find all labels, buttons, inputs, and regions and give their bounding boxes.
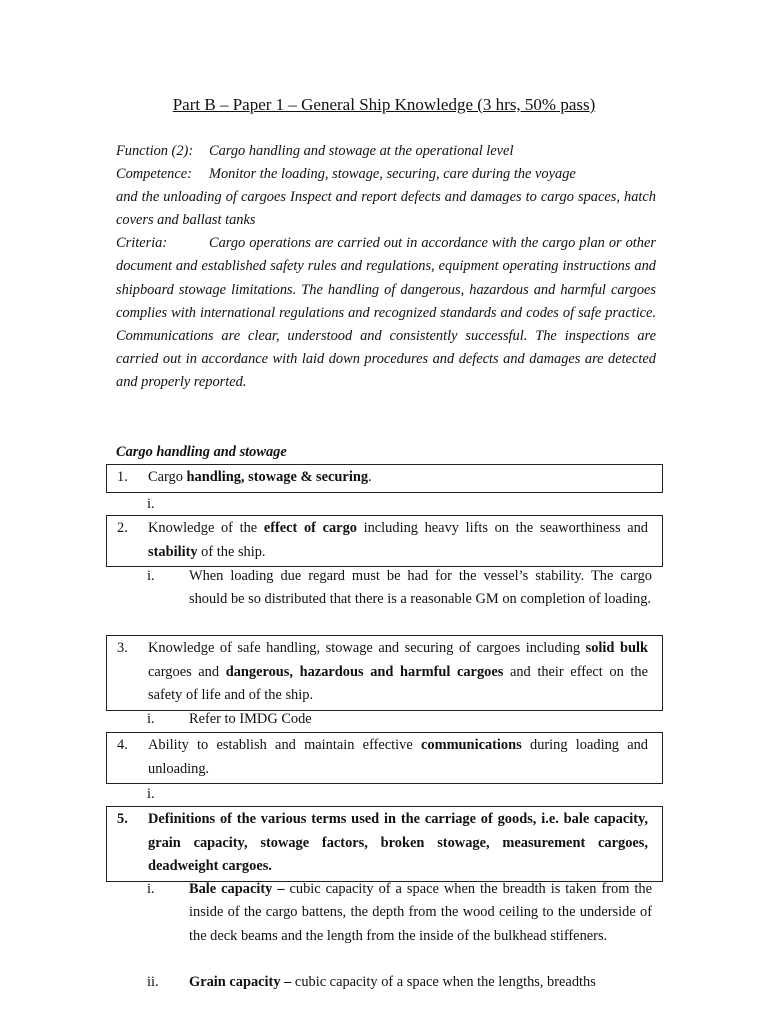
list-item-5 (106, 806, 663, 882)
item-number: 2. (117, 520, 128, 536)
sub-text: Grain capacity – cubic capacity of a space when the lengths, breadths (189, 974, 596, 990)
item-text: Cargo handling, stowage & securing. (148, 469, 372, 485)
sub-numeral: ii. (147, 974, 159, 990)
sub-numeral: i. (147, 881, 155, 897)
sub-item (147, 708, 652, 731)
sub-item (147, 878, 652, 948)
sub-text: When loading due regard must be had for the vessel’s stability. The cargo should be so distributed that there is a reasonable GM on completion of loading. (189, 568, 652, 608)
sub-numeral: i. (147, 711, 155, 727)
sub-numeral: i. (147, 496, 155, 512)
item-text: Knowledge of safe handling, stowage and securing of cargoes including solid bulk cargoes and dangerous, hazardous and harmful cargoes and their effect on the safety of life and of the ship. (148, 640, 648, 703)
item-text: Knowledge of the effect of cargo including heavy lifts on the seaworthiness and stability of the ship. (148, 520, 648, 560)
competence-line (116, 163, 656, 186)
function-label: Function (2): (116, 143, 194, 159)
sub-item (147, 971, 652, 994)
sub-numeral: i. (147, 568, 155, 584)
competence-continued: and the unloading of cargoes Inspect and report defects and damages to cargo spaces, hatch covers and ballast tanks (116, 189, 656, 229)
list-item-2 (106, 515, 663, 567)
page-title: Part B – Paper 1 – General Ship Knowledge (3 hrs, 50% pass) (172, 95, 596, 114)
competence-label: Competence: (116, 166, 192, 183)
item-number: 1. (117, 469, 128, 485)
criteria-label: Criteria: (116, 235, 168, 252)
sub-item (147, 565, 652, 612)
item-text: Definitions of the various terms used in the carriage of goods, i.e. bale capacity, grain capacity, stowage factors, broken stowage, measurement cargoes, deadweight cargoes. (148, 811, 648, 874)
criteria-paragraph (116, 232, 656, 394)
criteria-text: Cargo operations are carried out in accordance with the cargo plan or other document and established safety rules and regulations, equipment operating instructions and shipboard stowage limitations. The handling of dangerous, hazardous and harmful cargoes complies with international regulations and recognized standards and codes of safe practice. Communications are clear, understood and consistently successful. The inspections are carried out in accordance with laid down procedures and defects and damages are detected and properly reported. (116, 235, 656, 390)
list-item-1 (106, 464, 663, 493)
section-heading: Cargo handling and stowage (116, 444, 287, 460)
sub-numeral: i. (147, 786, 155, 802)
competence-text: Monitor the loading, stowage, securing, care during the voyage (209, 166, 576, 183)
item-text: Ability to establish and maintain effective communications during loading and unloading. (148, 737, 648, 777)
sub-text: Bale capacity – cubic capacity of a space when the breadth is taken from the inside of the cargo battens, the depth from the wood ceiling to the underside of the deck beams and the length from the inside of the bulkhead stiffeners. (189, 881, 652, 944)
sub-text: Refer to IMDG Code (189, 711, 312, 727)
list-item-4 (106, 732, 663, 784)
item-number: 3. (117, 640, 128, 656)
intro-block (116, 140, 656, 394)
function-line (116, 140, 656, 163)
list-item-3 (106, 635, 663, 711)
item-number: 5. (117, 811, 128, 827)
item-number: 4. (117, 737, 128, 753)
function-text: Cargo handling and stowage at the operational level (209, 143, 514, 159)
